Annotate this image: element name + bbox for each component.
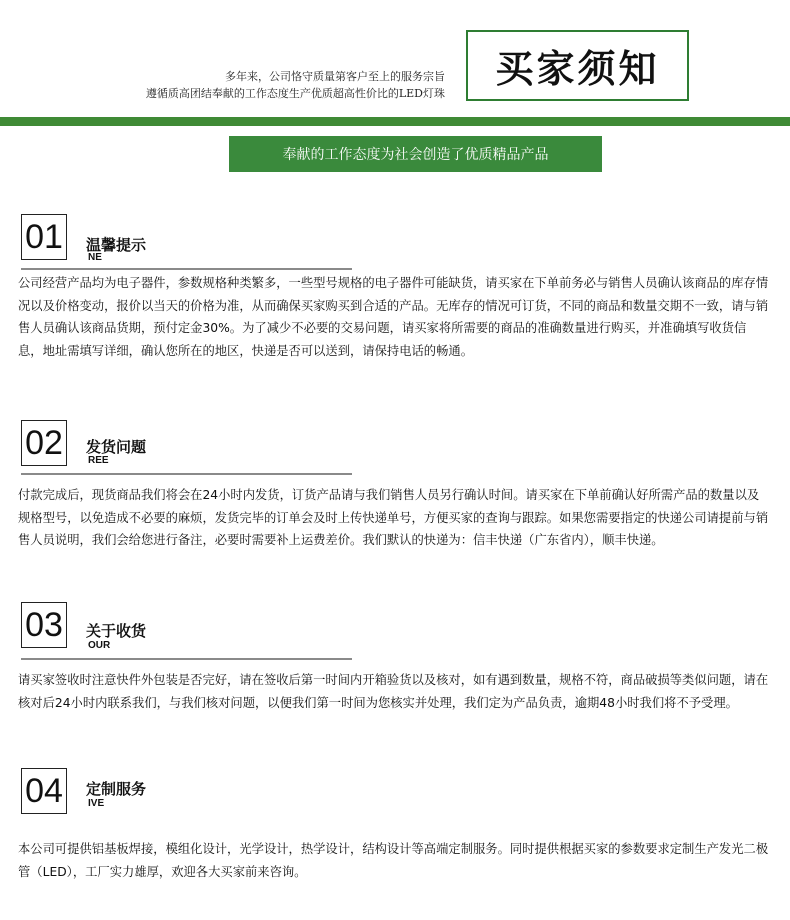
header — [0, 0, 790, 120]
section-subtitle: REE — [88, 455, 109, 466]
page-title: 买家须知 — [495, 47, 660, 91]
section-title: 发货问题 — [86, 438, 147, 456]
section-title: 关于收货 — [86, 622, 147, 640]
section-body: 请买家签收时注意快件外包装是否完好，请在签收后第一时间内开箱验货以及核对，如有遇到数量，规格不符，商品破损等类似问题，请在核对后24小时内联系我们，与我们核对问题，以便我们第一时间为您核实并处理，我们定为产品负责，逾期48小时我们将不予受理。 — [18, 673, 769, 710]
tagline-line-2: 遵循质高团结奉献的工作态度生产优质超高性价比的LED灯珠 — [145, 87, 445, 100]
section-body: 本公司可提供铝基板焊接，模组化设计，光学设计，热学设计，结构设计等高端定制服务。同时提供根据买家的参数要求定制生产发光二极管（LED），工厂实力雄厚，欢迎各大买家前来咨询。 — [18, 842, 769, 879]
section-number-box: 02 — [21, 420, 67, 466]
green-divider-bar — [0, 117, 790, 126]
section-body: 公司经营产品均为电子器件，参数规格种类繁多，一些型号规格的电子器件可能缺货，请买家在下单前务必与销售人员确认该商品的库存情况以及价格变动，报价以当天的价格为准，从而确保买家购买到合适的产品。无库存的情况可订货，不同的商品和数量交期不一致，请与销售人员确认该商品货期，预付定金30%。为了减少不必要的交易问题，请买家将所需要的商品的准确数量进行购买，并准确填写收货信息，地址需填写详细，确认您所在的地区，快递是否可以送到，请保持电话的畅通。 — [18, 276, 769, 358]
tagline-line-1: 多年来，公司恪守质量第客户至上的服务宗旨 — [225, 70, 445, 83]
section-subtitle: IVE — [88, 798, 105, 809]
section-rule — [21, 473, 352, 475]
section-body: 付款完成后，现货商品我们将会在24小时内发货，订货产品请与我们销售人员另行确认时间。请买家在下单前确认好所需产品的数量以及规格型号，以免造成不必要的麻烦，发货完毕的订单会及时上传快递单号，方便买家的查询与跟踪。如果您需要指定的快递公司请提前与销售人员说明，我们会给您进行备注，必要时需要补上运费差价。我们默认的快递为：信丰快递（广东省内），顺丰快递。 — [18, 488, 769, 547]
section-rule — [21, 658, 352, 660]
page-title-box — [466, 30, 689, 101]
section-subtitle: NE — [88, 252, 102, 263]
slogan-text: 奉献的工作态度为社会创造了优质精品产品 — [282, 147, 549, 163]
slogan-banner — [229, 136, 602, 172]
section-title: 定制服务 — [86, 780, 147, 798]
section-number-box: 03 — [21, 602, 67, 648]
section-subtitle: OUR — [88, 640, 111, 651]
section-number-box: 04 — [21, 768, 67, 814]
section-title: 温馨提示 — [86, 236, 147, 254]
section-rule — [21, 268, 352, 270]
section-number-box: 01 — [21, 214, 67, 260]
